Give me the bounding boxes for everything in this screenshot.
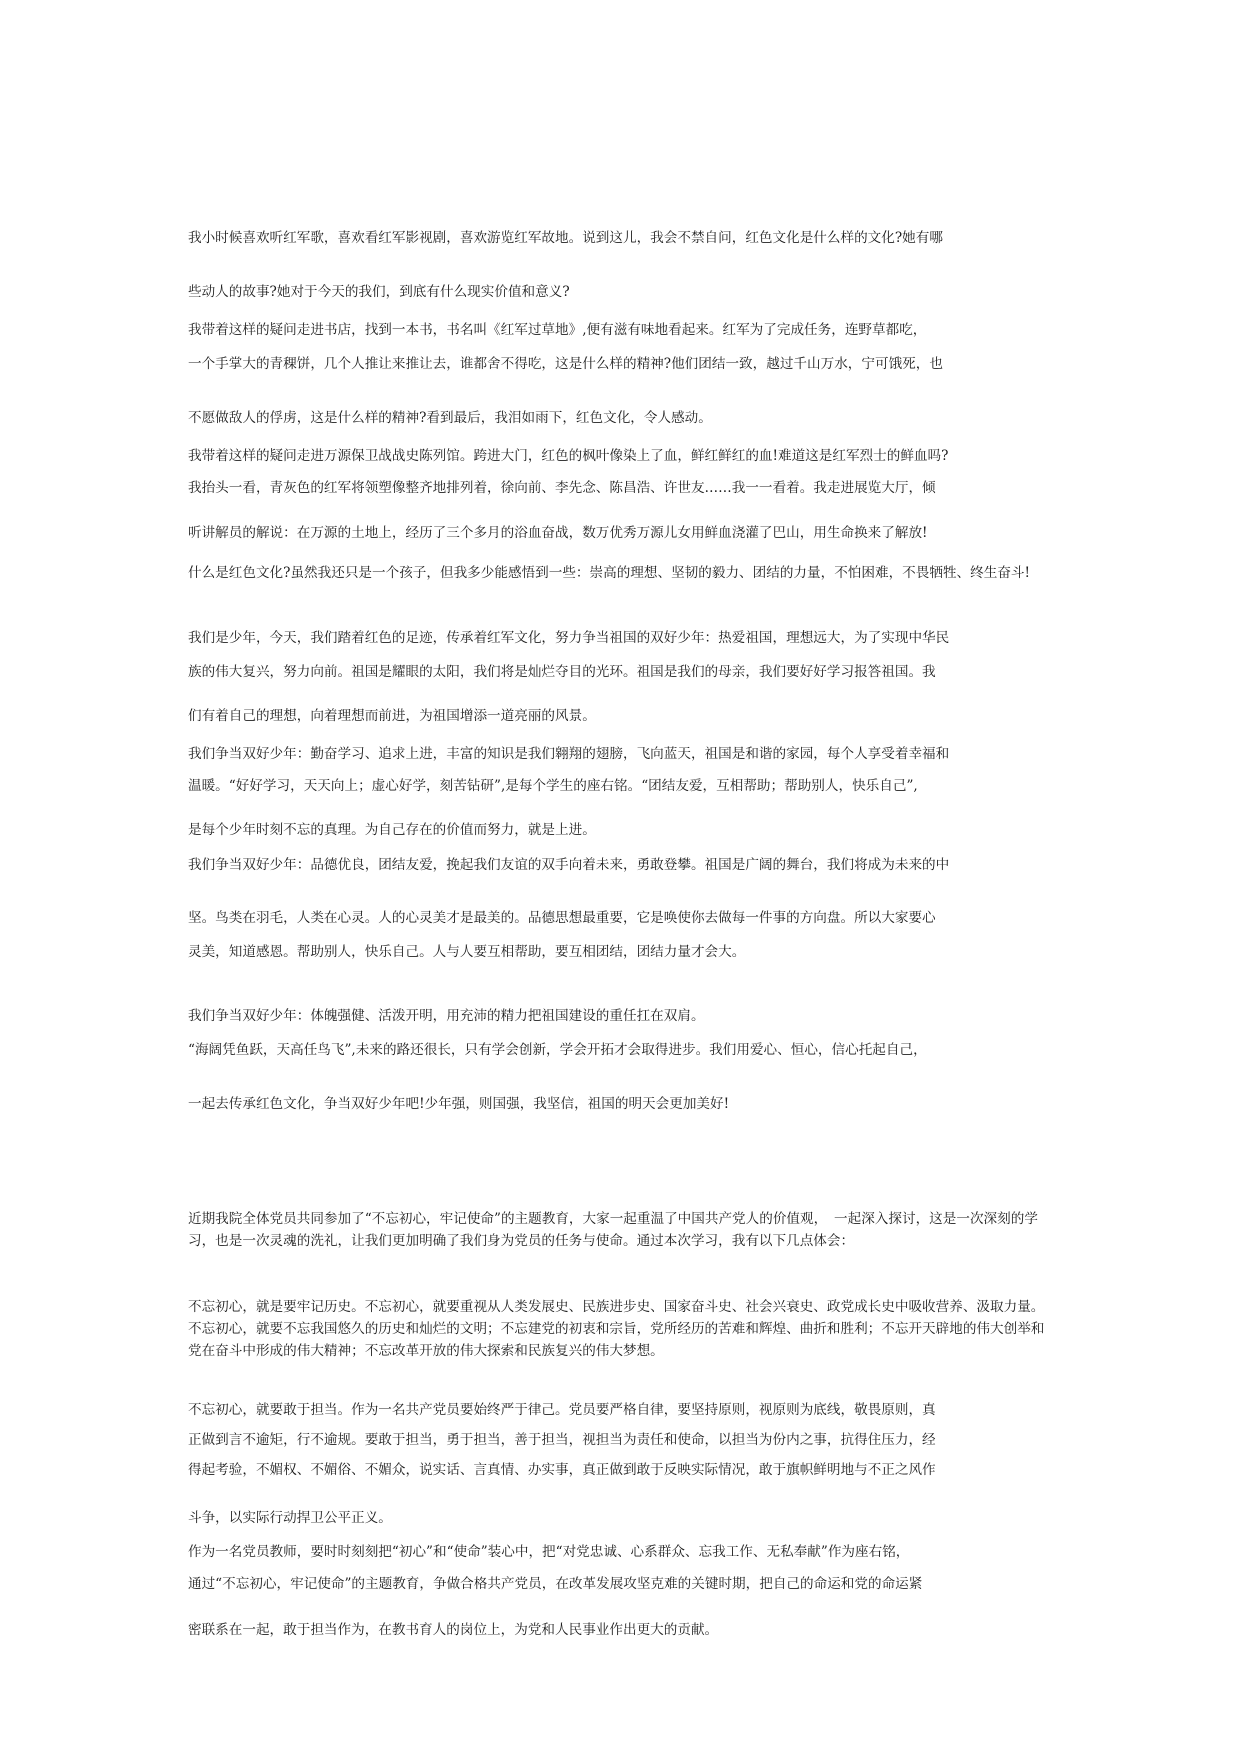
essay2-paragraph-2: 不忘初心，就是要牢记历史。不忘初心，就要重视从人类发展史、民族进步史、国家奋斗史、社会兴衰史、政党成长史中吸收营养、汲取力量。不忘初心，就要不忘我国悠久的历史和灿烂的文明；不忘建党的初衷和宗旨，党所经历的苦难和辉煌、曲折和胜利；不忘开天辟地的伟大创举和党在奋斗中形成的伟大精神；不忘改革开放的伟大探索和民族复兴的伟大梦想。 bbox=[188, 1299, 1045, 1359]
essay2-line-4: 正做到言不逾矩，行不逾规。要敢于担当，勇于担当，善于担当，视担当为责任和使命，以担当为份内之事，抗得住压力，经 bbox=[188, 1432, 936, 1448]
essay1-line-6: 我带着这样的疑问走进万源保卫战战史陈列馆。跨进大门，红色的枫叶像染上了血，鲜红鲜红的血!难道这是红军烈士的鲜血吗? bbox=[188, 448, 949, 464]
essay2-line-9: 密联系在一起，敢于担当作为，在教书育人的岗位上，为党和人民事业作出更大的贡献。 bbox=[188, 1622, 719, 1638]
essay1-line-13: 我们争当双好少年：勤奋学习、追求上进，丰富的知识是我们翱翔的翅膀，飞向蓝天，祖国是和谐的家园，每个人享受着幸福和 bbox=[188, 746, 950, 762]
essay1-line-3: 我带着这样的疑问走进书店，找到一本书，书名叫《红军过草地》,便有滋有味地看起来。红军为了完成任务，连野草都吃， bbox=[188, 322, 927, 338]
essay1-line-12: 们有着自己的理想，向着理想而前进，为祖国增添一道亮丽的风景。 bbox=[188, 708, 596, 724]
essay1-line-19: 我们争当双好少年：体魄强健、活泼开明，用充沛的精力把祖国建设的重任扛在双肩。 bbox=[188, 1008, 705, 1024]
essay1-line-5: 不愿做敌人的俘虏，这是什么样的精神?看到最后，我泪如雨下，红色文化，令人感动。 bbox=[188, 410, 712, 426]
essay1-line-14: 温暖。“好好学习，天天向上；虚心好学，刻苦钻研”,是每个学生的座右铭。“团结友爱，互相帮助；帮助别人，快乐自己”, bbox=[188, 778, 918, 794]
essay1-line-8: 听讲解员的解说：在万源的土地上，经历了三个多月的浴血奋战，数万优秀万源儿女用鲜血浇灌了巴山，用生命换来了解放! bbox=[188, 525, 928, 541]
essay2-line-6: 斗争，以实际行动捍卫公平正义。 bbox=[188, 1510, 392, 1526]
essay1-line-4: 一个手掌大的青稞饼，几个人推让来推让去，谁都舍不得吃，这是什么样的精神?他们团结一致，越过千山万水，宁可饿死，也 bbox=[188, 356, 943, 372]
essay1-line-1: 我小时候喜欢听红军歌，喜欢看红军影视剧，喜欢游览红军故地。说到这儿，我会不禁自问，红色文化是什么样的文化?她有哪 bbox=[188, 230, 943, 246]
essay2-line-8: 通过“不忘初心，牢记使命”的主题教育，争做合格共产党员，在改革发展攻坚克难的关键时期，把自己的命运和党的命运紧 bbox=[188, 1576, 923, 1592]
essay1-paragraph-9: 什么是红色文化?虽然我还只是一个孩子，但我多少能感悟到一些：崇高的理想、坚韧的毅力、团结的力量，不怕困难，不畏牺牲、终生奋斗! bbox=[188, 565, 1030, 581]
essay1-line-17: 坚。鸟类在羽毛，人类在心灵。人的心灵美才是最美的。品德思想最重要，它是唤使你去做每一件事的方向盘。所以大家要心 bbox=[188, 910, 936, 926]
essay1-line-18: 灵美，知道感恩。帮助别人，快乐自己。人与人要互相帮助，要互相团结，团结力量才会大。 bbox=[188, 944, 746, 960]
essay2-line-3: 不忘初心，就要敢于担当。作为一名共产党员要始终严于律己。党员要严格自律，要坚持原则，视原则为底线，敬畏原则，真 bbox=[188, 1402, 936, 1418]
essay1-line-11: 族的伟大复兴，努力向前。祖国是耀眼的太阳，我们将是灿烂夺目的光环。祖国是我们的母亲，我们要好好学习报答祖国。我 bbox=[188, 664, 936, 680]
essay1-line-10: 我们是少年，今天，我们踏着红色的足迹，传承着红军文化，努力争当祖国的双好少年：热爱祖国，理想远大，为了实现中华民 bbox=[188, 630, 950, 646]
essay1-line-21: 一起去传承红色文化，争当双好少年吧!少年强，则国强，我坚信，祖国的明天会更加美好! bbox=[188, 1096, 730, 1112]
essay1-line-7: 我抬头一看，青灰色的红军将领塑像整齐地排列着，徐向前、李先念、陈昌浩、许世友……我一一看着。我走进展览大厅，倾 bbox=[188, 480, 936, 496]
essay2-line-5: 得起考验，不媚权、不媚俗、不媚众，说实话、言真情、办实事，真正做到敢于反映实际情况，敢于旗帜鲜明地与不正之风作 bbox=[188, 1462, 936, 1478]
essay2-line-7: 作为一名党员教师，要时时刻刻把“初心”和“使命”装心中，把“对党忠诚、心系群众、忘我工作、无私奉献”作为座右铭， bbox=[188, 1544, 910, 1560]
essay1-line-20: “海阔凭鱼跃，天高任鸟飞”,未来的路还很长，只有学会创新，学会开拓才会取得进步。我们用爱心、恒心，信心托起自己， bbox=[188, 1042, 927, 1058]
essay2-paragraph-1: 近期我院全体党员共同参加了“不忘初心，牢记使命”的主题教育，大家一起重温了中国共产党人的价值观， 一起深入探讨，这是一次深刻的学习，也是一次灵魂的洗礼，让我们更加明确了我们身为党员的任务与使命。通过本次学习，我有以下几点体会： bbox=[188, 1211, 1038, 1249]
essay1-line-2: 些动人的故事?她对于今天的我们，到底有什么现实价值和意义? bbox=[188, 284, 570, 300]
essay1-line-15: 是每个少年时刻不忘的真理。为自己存在的价值而努力，就是上进。 bbox=[188, 822, 596, 838]
essay1-line-16: 我们争当双好少年：品德优良，团结友爱，挽起我们友谊的双手向着未来，勇敢登攀。祖国是广阔的舞台，我们将成为未来的中 bbox=[188, 857, 950, 873]
